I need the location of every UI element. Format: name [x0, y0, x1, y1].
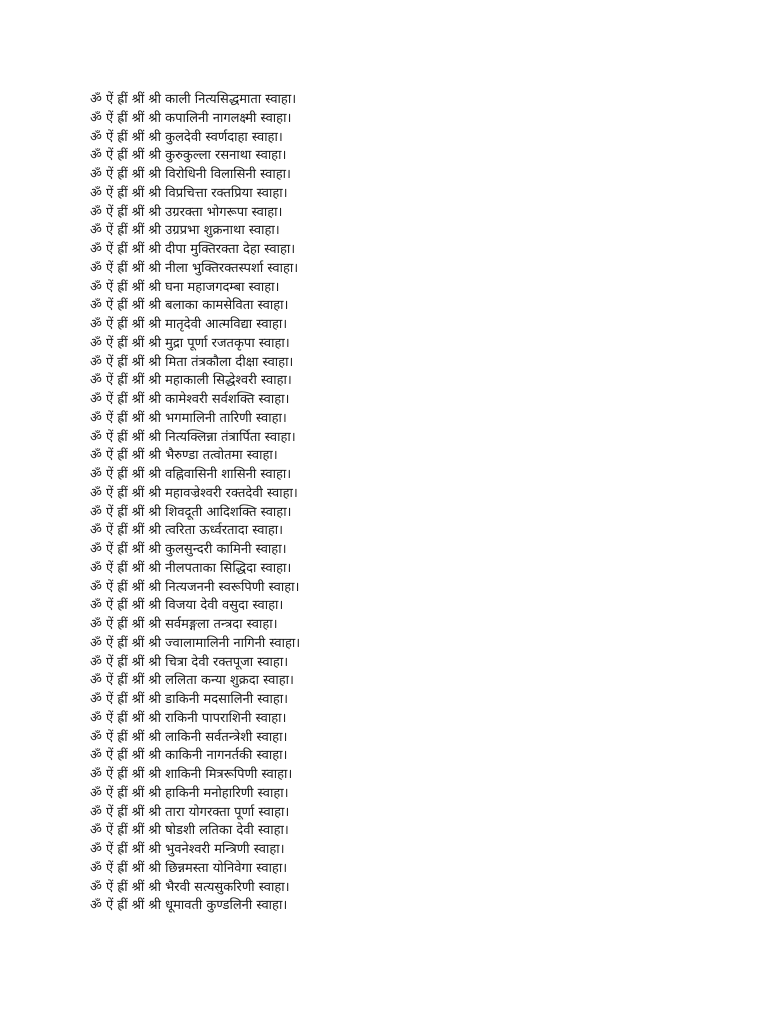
- mantra-line: ॐ ऐं ह्रीं श्रीं श्री नित्यक्लिन्ना तंत्रार्पिता स्वाहा।: [90, 429, 296, 445]
- mantra-line: ॐ ऐं ह्रीं श्रीं श्री सर्वमङ्गला तन्त्रदा स्वाहा।: [90, 617, 278, 632]
- mantra-line: ॐ ऐं ह्रीं श्रीं श्री विरोधिनी विलासिनी स्वाहा।: [90, 167, 291, 182]
- mantra-line: ॐ ऐं ह्रीं श्रीं श्री लाकिनी सर्वतन्त्रेशी स्वाहा।: [90, 729, 288, 745]
- mantra-line: ॐ ऐं ह्रीं श्रीं श्री छिन्नमस्ता योनिवेगा स्वाहा।: [90, 860, 288, 876]
- mantra-line: ॐ ऐं ह्रीं श्रीं श्री तारा योगरक्ता पूर्णा स्वाहा।: [90, 804, 290, 820]
- mantra-line: ॐ ऐं ह्रीं श्रीं श्री विजया देवी वसुदा स्वाहा।: [90, 598, 284, 614]
- mantra-line: ॐ ऐं ह्रीं श्रीं श्री त्वरिता ऊर्ध्वरतादा स्वाहा।: [90, 523, 284, 539]
- mantra-line: ॐ ऐं ह्रीं श्रीं श्री षोडशी लतिका देवी स्वाहा।: [90, 823, 289, 839]
- mantra-line: ॐ ऐं ह्रीं श्रीं श्री उग्ररक्ता भोगरूपा स्वाहा।: [90, 204, 283, 220]
- mantra-line: ॐ ऐं ह्रीं श्रीं श्री कुलदेवी स्वर्णदाहा स्वाहा।: [90, 129, 283, 145]
- mantra-line: ॐ ऐं ह्रीं श्रीं श्री नित्यजननी स्वरूपिणी स्वाहा।: [90, 579, 300, 595]
- mantra-line: ॐ ऐं ह्रीं श्रीं श्री दीपा मुक्तिरक्ता देहा स्वाहा।: [90, 242, 296, 257]
- mantra-line: ॐ ऐं ह्रीं श्रीं श्री भुवनेश्वरी मन्त्रिणी स्वाहा।: [90, 842, 285, 857]
- mantra-line: ॐ ऐं ह्रीं श्रीं श्री बलाका कामसेविता स्वाहा।: [90, 298, 289, 314]
- mantra-line: ॐ ऐं ह्रीं श्रीं श्री नीलपताका सिद्धिदा स्वाहा।: [90, 560, 292, 576]
- mantra-line: ॐ ऐं ह्रीं श्रीं श्री कुलसुन्दरी कामिनी स्वाहा।: [90, 542, 287, 557]
- mantra-line: ॐ ऐं ह्रीं श्रीं श्री उग्रप्रभा शुक्रनाथा स्वाहा।: [90, 223, 280, 239]
- mantra-line: ॐ ऐं ह्रीं श्रीं श्री महाकाली सिद्धेश्वरी स्वाहा।: [90, 373, 292, 389]
- mantra-line: ॐ ऐं ह्रीं श्रीं श्री ललिता कन्या शुक्रदा स्वाहा।: [90, 673, 294, 689]
- mantra-line: ॐ ऐं ह्रीं श्रीं श्री मातृदेवी आत्मविद्या स्वाहा।: [90, 317, 288, 332]
- mantra-line: ॐ ऐं ह्रीं श्रीं श्री कपालिनी नागलक्ष्मी स्वाहा।: [90, 110, 292, 126]
- mantra-line: ॐ ऐं ह्रीं श्रीं श्री भैरुण्डा तत्वोतमा स्वाहा।: [90, 448, 278, 464]
- mantra-line: ॐ ऐं ह्रीं श्रीं श्री महावज्रेश्वरी रक्तदेवी स्वाहा।: [90, 485, 298, 501]
- mantra-line: ॐ ऐं ह्रीं श्रीं श्री ज्वालामालिनी नागिनी स्वाहा।: [90, 635, 301, 651]
- mantra-line: ॐ ऐं ह्रीं श्रीं श्री कामेश्वरी सर्वशक्ति स्वाहा।: [90, 392, 290, 407]
- mantra-line: ॐ ऐं ह्रीं श्रीं श्री काली नित्यसिद्धमाता स्वाहा।: [90, 92, 297, 107]
- mantra-line: ॐ ऐं ह्रीं श्रीं श्री विप्रचित्ता रक्तप्रिया स्वाहा।: [90, 185, 288, 201]
- mantra-line: ॐ ऐं ह्रीं श्रीं श्री शाकिनी मित्ररूपिणी स्वाहा।: [90, 767, 293, 782]
- mantra-line: ॐ ऐं ह्रीं श्रीं श्री भगमालिनी तारिणी स्वाहा।: [90, 410, 287, 426]
- mantra-list: [90, 91, 300, 916]
- mantra-line: ॐ ऐं ह्रीं श्रीं श्री शिवदूती आदिशक्ति स्वाहा।: [90, 504, 292, 520]
- mantra-line: ॐ ऐं ह्रीं श्रीं श्री राकिनी पापराशिनी स्वाहा।: [90, 710, 287, 726]
- mantra-line: ॐ ऐं ह्रीं श्रीं श्री वह्निवासिनी शासिनी स्वाहा।: [90, 467, 292, 482]
- mantra-line: ॐ ऐं ह्रीं श्रीं श्री घना महाजगदम्बा स्वाहा।: [90, 279, 280, 295]
- mantra-line: ॐ ऐं ह्रीं श्रीं श्री काकिनी नागनर्तकी स्वाहा।: [90, 748, 288, 764]
- mantra-line: ॐ ऐं ह्रीं श्रीं श्री धूमावती कुण्डलिनी स्वाहा।: [90, 898, 288, 914]
- mantra-line: ॐ ऐं ह्रीं श्रीं श्री हाकिनी मनोहारिणी स्वाहा।: [90, 785, 289, 801]
- mantra-line: ॐ ऐं ह्रीं श्रीं श्री मुद्रा पूर्णा रजतकृपा स्वाहा।: [90, 335, 290, 351]
- mantra-line: ॐ ऐं ह्रीं श्रीं श्री नीला भुक्तिरक्तस्पर्शा स्वाहा।: [90, 260, 299, 276]
- mantra-line: ॐ ऐं ह्रीं श्रीं श्री भैरवी सत्यसुकरिणी स्वाहा।: [90, 879, 290, 895]
- mantra-line: ॐ ऐं ह्रीं श्रीं श्री डाकिनी मदसालिनी स्वाहा।: [90, 692, 289, 707]
- mantra-line: ॐ ऐं ह्रीं श्रीं श्री कुरुकुल्ला रसनाथा स्वाहा।: [90, 148, 287, 164]
- mantra-line: ॐ ऐं ह्रीं श्रीं श्री मिता तंत्रकौला दीक्षा स्वाहा।: [90, 354, 294, 370]
- mantra-line: ॐ ऐं ह्रीं श्रीं श्री चित्रा देवी रक्तपूजा स्वाहा।: [90, 654, 289, 670]
